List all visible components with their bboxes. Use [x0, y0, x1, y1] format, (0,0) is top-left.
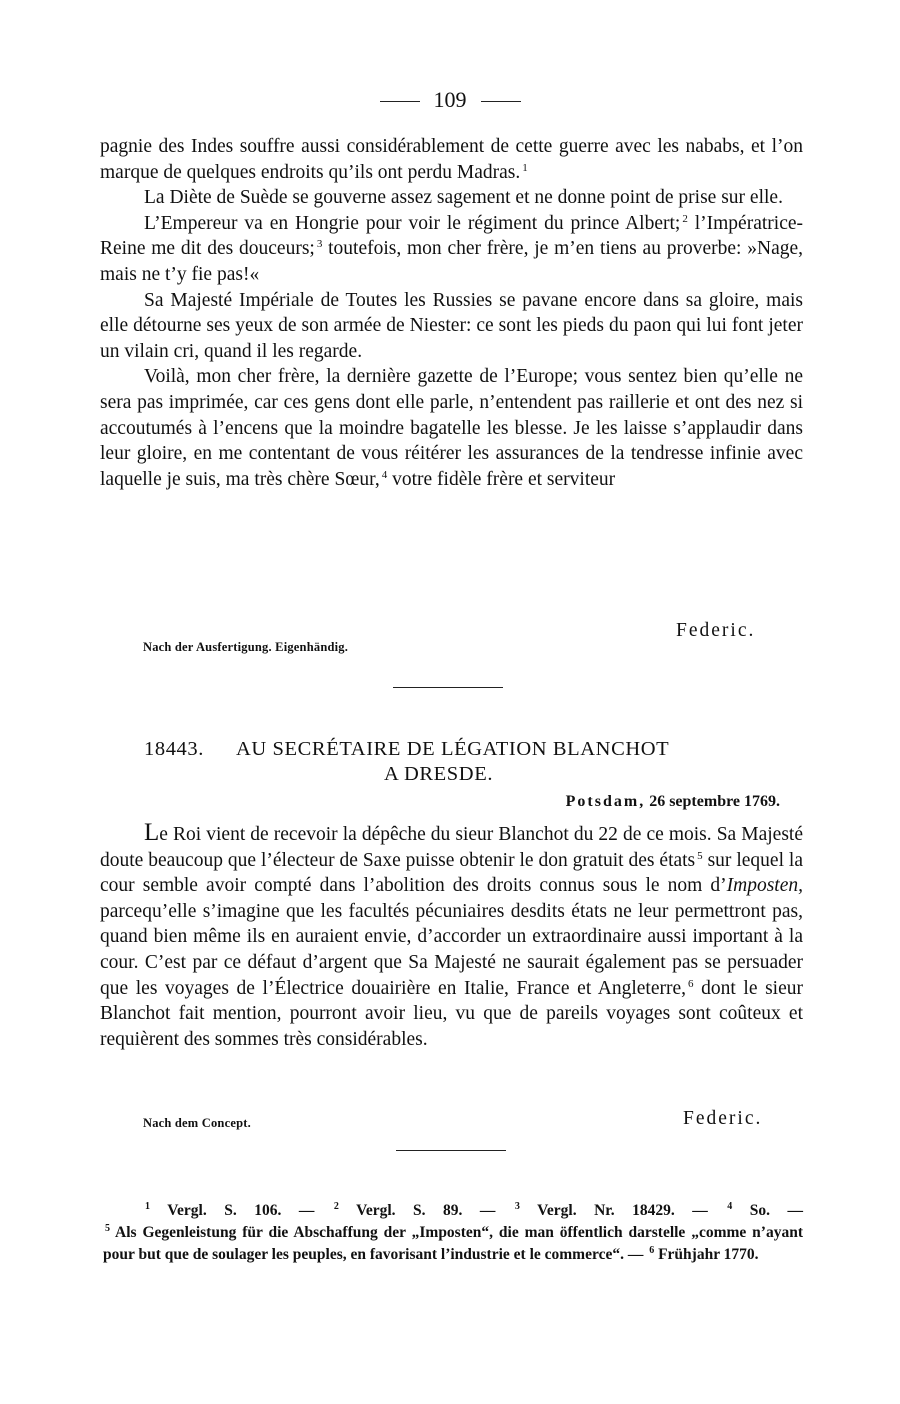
document-paragraph: Le Roi vient de recevoir la dépêche du sieur Blanchot du 22 de ce mois. Sa Majesté doute beaucoup que l’électeur de Saxe puisse obtenir le don gratuit des états $^5$ sur lequel la cour semble avoir compté dans l’abolition des droits connus sous le nom d’Imposten, parcequ’elle s’imagine que les facultés pécuniaires desdits états ne leur permettront pas, quand bien même ils en auraient envie, d’accorder un extraordinaire aussi important à la cour. C’est par ce défaut d’argent que Sa Majesté ne saurait également pas se persuader que les voyages de l’Électrice douairière en Italie, France et Angleterre, $^6$ dont le sieur Blanchot fait mention, pourront avoir lieu, vu que de pareils voyages sont coûteux et requièrent des sommes très considérables. — [100, 819, 803, 1050]
footnote-4: So. — — [749, 1202, 803, 1219]
header-rule-left — [380, 101, 420, 102]
footnote-5: Als Gegenleistung für die Abschaffung der „Imposten“, die man öffentlich darstelle „comme n’ayant pour but que de soulager les peuples, en favorisant l’industrie et le commerce“. — — [103, 1224, 803, 1263]
document-number: 18443. — [144, 738, 204, 760]
paragraph-1: pagnie des Indes souffre aussi considérablement de cette guerre avec les nababs, et l’on marque de quelques endroits qu’ils ont perdu Madras. $^1$ — [100, 136, 803, 183]
date: 26 septembre 1769. — [649, 793, 780, 810]
header-rule-right — [481, 101, 521, 102]
footnotes — [103, 1200, 803, 1266]
footnote-ref-4: 4 — [381, 468, 388, 481]
footnote-ref-6: 6 — [688, 977, 694, 990]
place: Potsdam, — [565, 793, 646, 810]
page-number: 109 — [433, 87, 467, 112]
paragraph-5: Voilà, mon cher frère, la dernière gazette de l’Europe; vous sentez bien qu’elle ne sera pas imprimée, car ces gens dont elle parle, n’entendent pas raillerie et ont des nez si accoutumés à l’encens que la moindre bagatelle les blesse. Je les laisse s’applaudir dans leur gloire, en me contentant de vous réitérer les assurances de la tendresse infinie avec laquelle je suis, ma très chère Sœur, $^4$ votre fidèle frère et serviteur — [100, 366, 803, 490]
section-divider-2 — [396, 1150, 506, 1151]
source-note-1: Nach der Ausfertigung. Eigenhändig. — [143, 640, 349, 654]
footnote-1: Vergl. S. 106. — — [167, 1202, 315, 1219]
footnote-6: Frühjahr 1770. — [658, 1246, 759, 1263]
signature-1: Federic. — [676, 620, 756, 641]
signature-2: Federic. — [683, 1108, 763, 1129]
source-note-2: Nach dem Concept. — [143, 1116, 251, 1130]
letter-continuation — [100, 134, 803, 492]
footnote-line: $^5$ Als Gegenleistung für die Abschaffung der „Imposten“, die man öffentlich darstelle „comme n’ayant pour but que de soulager les peuples, en favorisant l’industrie et le commerce“. — $^6$ Frühjahr 1770. — [103, 1223, 803, 1263]
footnote-2: Vergl. S. 89. — — [356, 1202, 496, 1219]
footnote-line: $^1$ Vergl. S. 106. — $^2$ Vergl. S. 89. — $^3$ Vergl. Nr. 18429. — $^4$ So. — — [145, 1201, 803, 1219]
section-divider-1 — [393, 687, 503, 688]
page-header — [0, 86, 900, 114]
document-body — [100, 820, 803, 1052]
footnote-ref-5: 5 — [697, 849, 703, 862]
footnote-ref-2: 2 — [682, 212, 688, 225]
paragraph-3: L’Empereur va en Hongrie pour voir le régiment du prince Albert; $^2$ l’Impératrice-Reine me dit des douceurs; $^3$ toutefois, mon cher frère, je m’en tiens au proverbe: »Nage, mais ne t’y fie pas!« — [100, 212, 803, 285]
place-date — [566, 793, 780, 811]
footnote-3: Vergl. Nr. 18429. — — [537, 1202, 708, 1219]
document-title-line-2: A DRESDE. — [384, 763, 494, 785]
footnote-ref-1: 1 — [522, 161, 528, 174]
document-title-line-1: AU SECRÉTAIRE DE LÉGATION BLANCHOT — [236, 738, 670, 760]
paragraph-4: Sa Majesté Impériale de Toutes les Russies se pavane encore dans sa gloire, mais elle détourne ses yeux de son armée de Niester: ce sont les pieds du paon qui lui font jeter un vilain cri, quand il les regarde. — [100, 289, 803, 362]
paragraph-2: La Diète de Suède se gouverne assez sagement et ne donne point de prise sur elle. — [144, 187, 783, 209]
imposten-term: Imposten, — [726, 875, 803, 897]
initial-letter: L — [144, 819, 160, 846]
footnote-ref-3: 3 — [316, 238, 323, 251]
